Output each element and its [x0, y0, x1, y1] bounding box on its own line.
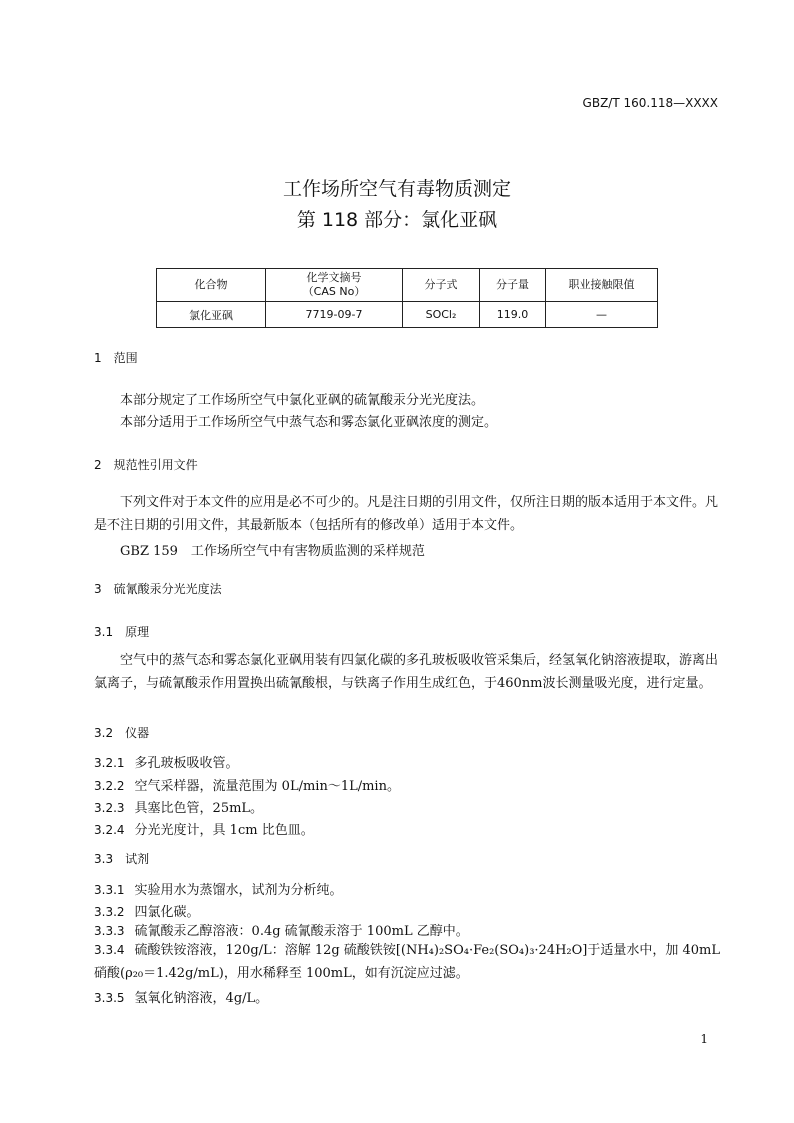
item-number: 3.3.1 [94, 883, 125, 897]
section-2-paragraph-1: 下列文件对于本文件的应用是必不可少的。凡是注日期的引用文件，仅所注日期的版本适用于本文件。凡是不注日期的引用文件，其最新版本（包括所有的修改单）适用于本文件。 [94, 495, 719, 533]
header-exposure-limit: 职业接触限值 [546, 269, 658, 302]
section-1-heading: 1 范围 [94, 351, 138, 365]
table-header-row [157, 269, 658, 302]
standard-number: GBZ/T 160.118—XXXX [582, 96, 718, 110]
list-item [94, 775, 400, 794]
item-text: 硫氰酸汞乙醇溶液：0.4g 硫氰酸汞溶于 100mL 乙醇中。 [134, 924, 469, 939]
section-3-1-paragraph: 空气中的蒸气态和雾态氯化亚砜用装有四氯化碳的多孔玻板吸收管采集后，经氢氧化钠溶液提取，游离出氯离子，与硫氰酸汞作用置换出硫氰酸根，与铁离子作用生成红色，于460nm波长测量吸光度，进行定量。 [94, 653, 719, 691]
cell-exposure-limit: — [546, 302, 658, 328]
page-number: 1 [700, 1032, 708, 1046]
header-molecular-weight: 分子量 [480, 269, 546, 302]
cell-formula: SOCl₂ [403, 302, 480, 328]
item-number: 3.2.4 [94, 823, 125, 837]
list-item [94, 819, 314, 838]
section-1-paragraph-2: 本部分适用于工作场所空气中蒸气态和雾态氯化亚砜浓度的测定。 [120, 415, 498, 430]
section-3-heading: 3 硫氰酸汞分光光度法 [94, 582, 222, 596]
item-number: 3.3.2 [94, 905, 125, 919]
section-2-heading: 2 规范性引用文件 [94, 458, 198, 472]
list-item [94, 879, 343, 898]
item-number: 3.2.3 [94, 801, 125, 815]
header-formula: 分子式 [403, 269, 480, 302]
item-number: 3.3.5 [94, 991, 125, 1005]
header-cas-line2: （CAS No） [302, 285, 366, 298]
cell-molecular-weight: 119.0 [480, 302, 546, 328]
cell-compound: 氯化亚砜 [157, 302, 266, 328]
list-item [94, 920, 469, 939]
item-number: 3.3.3 [94, 924, 125, 938]
compound-info-table [156, 268, 658, 328]
header-compound: 化合物 [157, 269, 266, 302]
table-row [157, 302, 658, 328]
item-text: 具塞比色管，25mL。 [134, 801, 264, 816]
header-cas [266, 269, 403, 302]
item-text: 氢氧化钠溶液，4g/L。 [134, 991, 269, 1006]
item-text: 四氯化碳。 [134, 905, 200, 920]
list-item [94, 987, 268, 1006]
document-subtitle: 第 118 部分：氯化亚砜 [296, 209, 498, 231]
list-item [94, 752, 239, 771]
section-3-3-heading: 3.3 试剂 [94, 852, 150, 866]
document-title: 工作场所空气有毒物质测定 [282, 178, 511, 200]
item-number: 3.3.4 [94, 943, 125, 957]
item-text: 多孔玻板吸收管。 [134, 756, 239, 771]
item-number: 3.2.1 [94, 756, 125, 770]
item-number: 3.2.2 [94, 779, 125, 793]
item-text: 分光光度计，具 1cm 比色皿。 [134, 823, 314, 838]
item-text: 硫酸铁铵溶液，120g/L：溶解 12g 硫酸铁铵[(NH₄)₂SO₄·Fe₂(SO₄)₃·24H₂O]于适量水中，加 40mL 硝酸(ρ₂₀＝1.42g/mL)，用水稀释至 100mL，如有沉淀应过滤。 [94, 943, 721, 981]
list-item [94, 797, 263, 816]
item-text: 实验用水为蒸馏水，试剂为分析纯。 [134, 883, 343, 898]
header-cas-line1: 化学文摘号 [306, 271, 362, 284]
item-text: 空气采样器，流量范围为 0L/min～1L/min。 [134, 779, 400, 794]
cell-cas: 7719-09-7 [266, 302, 403, 328]
section-1-paragraph-1: 本部分规定了工作场所空气中氯化亚砜的硫氰酸汞分光光度法。 [120, 393, 485, 408]
section-2-reference: GBZ 159 工作场所空气中有害物质监测的采样规范 [120, 544, 425, 559]
list-item [94, 939, 728, 985]
list-item [94, 901, 200, 920]
section-3-2-heading: 3.2 仪器 [94, 726, 150, 740]
section-3-1-heading: 3.1 原理 [94, 625, 150, 639]
